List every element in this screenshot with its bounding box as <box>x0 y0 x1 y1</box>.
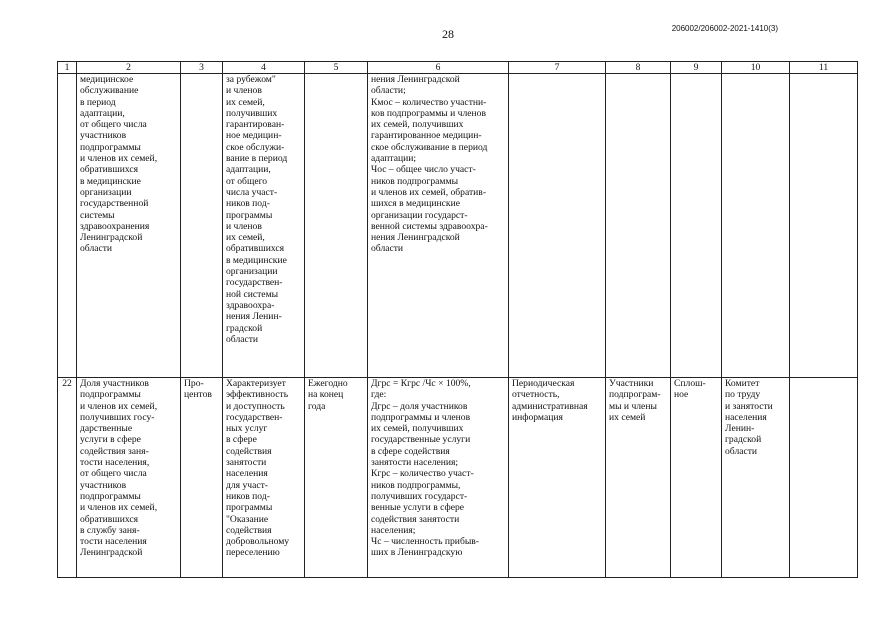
table-cell: нения Ленинградской области; Кмос – количество участни- ков подпрограммы и членов их семей, получивших гарантированное медицин- ское обслуживание в период адаптации; Чос – общее число участ- ников подпрограммы и членов их семей, обратив- шихся в медицинские организации государст- венной системы здравоохра- нения Ленинградской области <box>368 74 509 378</box>
column-number: 11 <box>790 62 858 74</box>
table-cell: Дгрс = Кгрс /Чс × 100%, где: Дгрс – доля участников подпрограммы и членов их семей, получивших государственные услуги в сфере содействия занятости населения; Кгрс – количество участ- ников подпрограммы, получивших государст- венные услуги в сфере содействия занятости населения; Чс – численность прибыв- ших в Ленинградскую <box>368 378 509 578</box>
column-number: 5 <box>305 62 368 74</box>
table-cell: Ежегодно на конец года <box>305 378 368 578</box>
page-number: 28 <box>442 27 454 41</box>
table-cell: Периодическая отчетность, административная информация <box>509 378 606 578</box>
table-cell <box>606 74 671 378</box>
table-cell: 22 <box>58 378 77 578</box>
column-number: 8 <box>606 62 671 74</box>
table-cell: медицинское обслуживание в период адаптации, от общего числа участников подпрограммы и членов их семей, обратившихся в медицинские организации государственной системы здравоохранения Ленинградской области <box>77 74 181 378</box>
column-number: 7 <box>509 62 606 74</box>
table-cell <box>305 74 368 378</box>
column-number: 1 <box>58 62 77 74</box>
column-number: 4 <box>223 62 305 74</box>
column-number: 2 <box>77 62 181 74</box>
table-cell <box>509 74 606 378</box>
column-number: 9 <box>671 62 722 74</box>
column-number: 10 <box>722 62 790 74</box>
table-row <box>58 74 858 378</box>
table-row <box>58 378 858 578</box>
table-cell: Про- центов <box>181 378 223 578</box>
table-cell <box>790 74 858 378</box>
table-cell: Сплош- ное <box>671 378 722 578</box>
document-code: 206002/206002-2021-1410(3) <box>671 24 778 33</box>
table-cell: Характеризует эффективность и доступность государствен- ных услуг в сфере содействия занятости населения для участ- ников под- программы "Оказание содействия добровольному переселению <box>223 378 305 578</box>
column-number-row <box>58 62 858 74</box>
indicator-table <box>57 61 858 578</box>
table-cell <box>722 74 790 378</box>
table-cell <box>790 378 858 578</box>
table-cell <box>671 74 722 378</box>
table-cell <box>58 74 77 378</box>
table-cell: Участники подпрограм- мы и члены их семей <box>606 378 671 578</box>
table-cell: за рубежом" и членов их семей, получивших гарантирован- ное медицин- ское обслужи- вание в период адаптации, от общего числа участ- ников под- программы и членов их семей, обратившихся в медицинские организации государствен- ной системы здравоохра- нения Ленин- градской области <box>223 74 305 378</box>
column-number: 3 <box>181 62 223 74</box>
table-cell: Комитет по труду и занятости населения Ленин- градской области <box>722 378 790 578</box>
column-number: 6 <box>368 62 509 74</box>
table-cell <box>181 74 223 378</box>
table-cell: Доля участников подпрограммы и членов их семей, получивших госу- дарственные услуги в сфере содействия заня- тости населения, от общего числа участников подпрограммы и членов их семей, обратившихся в службу заня- тости населения Ленинградской <box>77 378 181 578</box>
